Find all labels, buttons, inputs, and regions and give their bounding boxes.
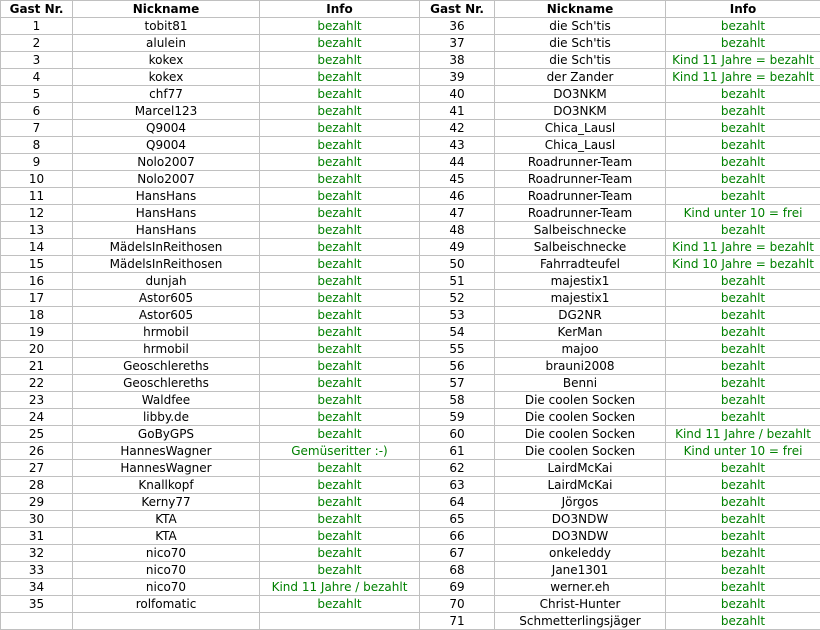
info-cell[interactable]: bezahlt [260,460,420,477]
guest-nr-cell[interactable]: 67 [420,545,495,562]
info-cell[interactable]: bezahlt [666,154,820,171]
guest-nr-cell[interactable]: 11 [1,188,73,205]
table-row [1,375,820,392]
guest-nr-cell[interactable]: 8 [1,137,73,154]
nickname-cell[interactable]: Benni [495,375,666,392]
nickname-cell[interactable]: HansHans [73,205,260,222]
info-cell[interactable]: bezahlt [666,188,820,205]
info-cell[interactable]: bezahlt [666,528,820,545]
table-row [1,52,820,69]
guest-nr-cell[interactable]: 63 [420,477,495,494]
info-cell[interactable]: bezahlt [666,171,820,188]
table-row [1,358,820,375]
nickname-cell[interactable]: kokex [73,69,260,86]
guest-nr-cell[interactable]: 69 [420,579,495,596]
guest-nr-cell[interactable]: 12 [1,205,73,222]
info-cell[interactable]: bezahlt [666,409,820,426]
nickname-cell[interactable]: Q9004 [73,120,260,137]
nickname-cell[interactable]: HansHans [73,222,260,239]
guest-nr-cell[interactable]: 56 [420,358,495,375]
nickname-cell[interactable]: LairdMcKai [495,460,666,477]
info-cell[interactable]: bezahlt [260,273,420,290]
table-row [1,239,820,256]
guest-nr-cell[interactable]: 46 [420,188,495,205]
table-row [1,579,820,596]
guest-nr-cell[interactable]: 53 [420,307,495,324]
guest-nr-cell[interactable]: 15 [1,256,73,273]
table-row [1,171,820,188]
nickname-cell[interactable]: Roadrunner-Team [495,171,666,188]
guest-nr-cell[interactable]: 10 [1,171,73,188]
info-cell[interactable]: bezahlt [260,188,420,205]
guest-nr-cell[interactable]: 19 [1,324,73,341]
info-cell[interactable]: bezahlt [260,18,420,35]
info-cell[interactable]: bezahlt [666,18,820,35]
guest-nr-cell[interactable]: 30 [1,511,73,528]
guest-nr-cell[interactable]: 5 [1,86,73,103]
guest-nr-cell[interactable]: 2 [1,35,73,52]
nickname-cell[interactable]: Chica_Lausl [495,120,666,137]
table-row [1,443,820,460]
nickname-cell[interactable]: MädelsInReithosen [73,256,260,273]
nickname-cell[interactable]: rolfomatic [73,596,260,613]
table-row [1,307,820,324]
nickname-cell[interactable]: nico70 [73,545,260,562]
guest-nr-cell[interactable]: 65 [420,511,495,528]
nickname-cell[interactable]: alulein [73,35,260,52]
table-row [1,324,820,341]
guest-nr-cell[interactable]: 71 [420,613,495,630]
guest-nr-cell[interactable]: 22 [1,375,73,392]
nickname-cell[interactable]: majestix1 [495,273,666,290]
table-row [1,409,820,426]
nickname-cell[interactable]: Jörgos [495,494,666,511]
info-cell[interactable]: bezahlt [260,137,420,154]
table-row [1,154,820,171]
info-cell[interactable]: bezahlt [260,256,420,273]
guest-nr-cell[interactable]: 35 [1,596,73,613]
info-cell[interactable]: bezahlt [666,477,820,494]
table-row [1,392,820,409]
column-header-guest-nr[interactable]: Gast Nr. [1,1,73,18]
table-row [1,86,820,103]
nickname-cell[interactable]: HannesWagner [73,460,260,477]
info-cell[interactable]: Kind 11 Jahre / bezahlt [260,579,420,596]
info-cell[interactable]: bezahlt [666,324,820,341]
guest-nr-cell[interactable]: 62 [420,460,495,477]
nickname-cell[interactable]: HannesWagner [73,443,260,460]
info-cell[interactable]: bezahlt [666,307,820,324]
table-row [1,511,820,528]
nickname-cell[interactable]: Die coolen Socken [495,392,666,409]
nickname-cell[interactable]: HansHans [73,188,260,205]
guest-nr-cell[interactable]: 20 [1,341,73,358]
guest-nr-cell[interactable]: 29 [1,494,73,511]
table-row [1,222,820,239]
guest-nr-cell[interactable]: 49 [420,239,495,256]
guest-nr-cell[interactable]: 55 [420,341,495,358]
guest-nr-cell[interactable]: 37 [420,35,495,52]
column-header-info[interactable]: Info [260,1,420,18]
nickname-cell[interactable]: libby.de [73,409,260,426]
nickname-cell[interactable]: Marcel123 [73,103,260,120]
nickname-cell[interactable]: Die coolen Socken [495,409,666,426]
column-header-nickname[interactable]: Nickname [495,1,666,18]
table-row [1,256,820,273]
guest-nr-cell[interactable]: 36 [420,18,495,35]
guest-nr-cell[interactable]: 45 [420,171,495,188]
guest-nr-cell[interactable]: 17 [1,290,73,307]
info-cell[interactable]: bezahlt [260,562,420,579]
table-row [1,18,820,35]
info-cell[interactable]: bezahlt [666,562,820,579]
nickname-cell[interactable]: Nolo2007 [73,171,260,188]
guest-nr-cell[interactable]: 31 [1,528,73,545]
info-cell[interactable]: bezahlt [260,103,420,120]
nickname-cell[interactable]: Salbeischnecke [495,222,666,239]
guest-nr-cell[interactable]: 50 [420,256,495,273]
info-cell[interactable]: bezahlt [260,375,420,392]
guest-nr-cell[interactable]: 54 [420,324,495,341]
nickname-cell[interactable]: Roadrunner-Team [495,154,666,171]
nickname-cell[interactable]: DO3NDW [495,511,666,528]
nickname-cell[interactable]: Roadrunner-Team [495,205,666,222]
guest-nr-cell[interactable]: 21 [1,358,73,375]
guest-nr-cell[interactable]: 28 [1,477,73,494]
nickname-cell[interactable]: onkeleddy [495,545,666,562]
nickname-cell[interactable]: DO3NKM [495,103,666,120]
guest-nr-cell[interactable]: 23 [1,392,73,409]
guest-nr-cell[interactable]: 60 [420,426,495,443]
guest-nr-cell[interactable]: 26 [1,443,73,460]
guest-nr-cell[interactable]: 38 [420,52,495,69]
table-row [1,103,820,120]
table-row [1,528,820,545]
nickname-cell[interactable]: Salbeischnecke [495,239,666,256]
nickname-cell[interactable]: Astor605 [73,290,260,307]
nickname-cell[interactable]: majestix1 [495,290,666,307]
guest-nr-cell[interactable]: 42 [420,120,495,137]
table-row [1,69,820,86]
table-row [1,460,820,477]
guest-nr-cell[interactable]: 39 [420,69,495,86]
info-cell[interactable]: bezahlt [260,154,420,171]
table-row [1,562,820,579]
info-cell[interactable]: bezahlt [666,579,820,596]
info-cell[interactable]: bezahlt [260,392,420,409]
info-cell[interactable]: bezahlt [260,120,420,137]
nickname-cell[interactable]: DG2NR [495,307,666,324]
guest-nr-cell[interactable]: 32 [1,545,73,562]
guest-nr-cell[interactable]: 51 [420,273,495,290]
guest-nr-cell[interactable]: 44 [420,154,495,171]
info-cell[interactable]: bezahlt [666,392,820,409]
info-cell[interactable]: bezahlt [666,341,820,358]
info-cell[interactable]: Kind 11 Jahre / bezahlt [666,426,820,443]
column-header-nickname[interactable]: Nickname [73,1,260,18]
guest-nr-cell[interactable]: 18 [1,307,73,324]
guest-nr-cell[interactable]: 66 [420,528,495,545]
nickname-cell[interactable]: kokex [73,52,260,69]
guest-nr-cell[interactable]: 59 [420,409,495,426]
info-cell[interactable]: bezahlt [260,358,420,375]
nickname-cell[interactable]: KTA [73,528,260,545]
info-cell[interactable]: bezahlt [260,307,420,324]
nickname-cell[interactable]: die Sch'tis [495,35,666,52]
guest-nr-cell[interactable]: 64 [420,494,495,511]
nickname-cell[interactable]: DO3NKM [495,86,666,103]
guest-nr-cell[interactable]: 7 [1,120,73,137]
info-cell[interactable]: bezahlt [260,205,420,222]
nickname-cell[interactable]: Chica_Lausl [495,137,666,154]
guest-nr-cell[interactable]: 58 [420,392,495,409]
info-cell[interactable]: bezahlt [260,545,420,562]
nickname-cell[interactable]: Waldfee [73,392,260,409]
info-cell[interactable]: bezahlt [260,409,420,426]
info-cell[interactable]: bezahlt [260,494,420,511]
nickname-cell[interactable]: brauni2008 [495,358,666,375]
header-row [1,1,820,18]
guest-nr-cell[interactable]: 16 [1,273,73,290]
nickname-cell[interactable]: nico70 [73,562,260,579]
info-cell[interactable]: Kind 11 Jahre = bezahlt [666,52,820,69]
info-cell[interactable]: bezahlt [260,171,420,188]
info-cell[interactable]: Kind 10 Jahre = bezahlt [666,256,820,273]
nickname-cell[interactable]: LairdMcKai [495,477,666,494]
table-row [1,273,820,290]
info-cell[interactable]: bezahlt [260,324,420,341]
guest-nr-cell[interactable]: 6 [1,103,73,120]
info-cell[interactable]: Kind 11 Jahre = bezahlt [666,69,820,86]
nickname-cell[interactable]: KerMan [495,324,666,341]
column-header-guest-nr[interactable]: Gast Nr. [420,1,495,18]
table-row [1,120,820,137]
info-cell[interactable]: Kind unter 10 = frei [666,205,820,222]
nickname-cell[interactable]: Geoschlereths [73,358,260,375]
table-row [1,290,820,307]
info-cell[interactable]: bezahlt [260,511,420,528]
info-cell[interactable]: Kind 11 Jahre = bezahlt [666,239,820,256]
guest-nr-cell[interactable]: 41 [420,103,495,120]
info-cell[interactable]: bezahlt [666,358,820,375]
info-cell[interactable]: bezahlt [666,103,820,120]
guest-nr-cell[interactable]: 4 [1,69,73,86]
info-cell[interactable]: bezahlt [666,86,820,103]
nickname-cell[interactable]: Knallkopf [73,477,260,494]
info-cell[interactable]: bezahlt [260,52,420,69]
nickname-cell[interactable]: Fahrradteufel [495,256,666,273]
info-cell[interactable]: bezahlt [666,545,820,562]
guest-nr-cell[interactable]: 14 [1,239,73,256]
table-row [1,545,820,562]
guest-nr-cell[interactable]: 68 [420,562,495,579]
info-cell[interactable]: bezahlt [666,511,820,528]
info-cell[interactable]: bezahlt [666,613,820,630]
guest-nr-cell[interactable]: 1 [1,18,73,35]
guest-nr-cell[interactable]: 9 [1,154,73,171]
info-cell[interactable]: Gemüseritter :-) [260,443,420,460]
guest-nr-cell[interactable]: 61 [420,443,495,460]
info-cell[interactable]: bezahlt [666,35,820,52]
info-cell[interactable]: bezahlt [666,290,820,307]
info-cell[interactable]: bezahlt [260,239,420,256]
guest-nr-cell[interactable]: 13 [1,222,73,239]
info-cell[interactable]: bezahlt [666,460,820,477]
guest-nr-cell[interactable]: 33 [1,562,73,579]
nickname-cell[interactable]: majoo [495,341,666,358]
nickname-cell[interactable]: DO3NDW [495,528,666,545]
nickname-cell[interactable]: Astor605 [73,307,260,324]
nickname-cell[interactable]: Q9004 [73,137,260,154]
nickname-cell[interactable]: Die coolen Socken [495,426,666,443]
guest-nr-cell[interactable]: 43 [420,137,495,154]
info-cell[interactable]: bezahlt [260,69,420,86]
nickname-cell[interactable]: hrmobil [73,324,260,341]
table-row [1,426,820,443]
column-header-info[interactable]: Info [666,1,820,18]
guest-nr-cell[interactable]: 3 [1,52,73,69]
guest-nr-cell[interactable]: 52 [420,290,495,307]
table-row [1,137,820,154]
nickname-cell[interactable]: Geoschlereths [73,375,260,392]
nickname-cell[interactable]: Die coolen Socken [495,443,666,460]
info-cell[interactable]: bezahlt [260,528,420,545]
info-cell[interactable]: bezahlt [260,341,420,358]
nickname-cell[interactable]: hrmobil [73,341,260,358]
nickname-cell[interactable]: Kerny77 [73,494,260,511]
nickname-cell[interactable]: Roadrunner-Team [495,188,666,205]
info-cell[interactable]: bezahlt [260,222,420,239]
info-cell[interactable]: bezahlt [666,375,820,392]
guest-nr-cell[interactable]: 47 [420,205,495,222]
guest-nr-cell[interactable]: 48 [420,222,495,239]
nickname-cell[interactable]: die Sch'tis [495,52,666,69]
guest-nr-cell[interactable]: 40 [420,86,495,103]
table-row [1,596,820,613]
info-cell[interactable]: Kind unter 10 = frei [666,443,820,460]
nickname-cell[interactable]: Jane1301 [495,562,666,579]
table-row [1,205,820,222]
table-row [1,477,820,494]
table-row [1,341,820,358]
guest-nr-cell[interactable]: 24 [1,409,73,426]
table-row [1,35,820,52]
nickname-cell[interactable]: die Sch'tis [495,18,666,35]
info-cell[interactable]: bezahlt [666,273,820,290]
nickname-cell[interactable]: dunjah [73,273,260,290]
info-cell[interactable]: bezahlt [260,86,420,103]
nickname-cell[interactable]: der Zander [495,69,666,86]
table-body [1,18,820,630]
nickname-cell[interactable]: GoByGPS [73,426,260,443]
info-cell[interactable]: bezahlt [666,120,820,137]
info-cell[interactable]: bezahlt [260,35,420,52]
guest-nr-cell[interactable]: 70 [420,596,495,613]
info-cell[interactable]: bezahlt [666,596,820,613]
info-cell[interactable]: bezahlt [260,290,420,307]
info-cell[interactable]: bezahlt [260,596,420,613]
info-cell[interactable]: bezahlt [260,477,420,494]
info-cell[interactable]: bezahlt [666,222,820,239]
nickname-cell[interactable]: werner.eh [495,579,666,596]
nickname-cell[interactable]: chf77 [73,86,260,103]
guest-nr-cell[interactable]: 25 [1,426,73,443]
nickname-cell[interactable]: Christ-Hunter [495,596,666,613]
nickname-cell[interactable]: Nolo2007 [73,154,260,171]
nickname-cell[interactable]: tobit81 [73,18,260,35]
table-row [1,494,820,511]
table-row [1,188,820,205]
info-cell[interactable]: bezahlt [666,494,820,511]
guest-nr-cell[interactable]: 34 [1,579,73,596]
guest-nr-cell[interactable]: 27 [1,460,73,477]
nickname-cell[interactable]: nico70 [73,579,260,596]
nickname-cell[interactable]: Schmetterlingsjäger [495,613,666,630]
guest-nr-cell[interactable]: 57 [420,375,495,392]
info-cell[interactable]: bezahlt [260,426,420,443]
info-cell[interactable]: bezahlt [666,137,820,154]
nickname-cell[interactable]: KTA [73,511,260,528]
nickname-cell[interactable]: MädelsInReithosen [73,239,260,256]
